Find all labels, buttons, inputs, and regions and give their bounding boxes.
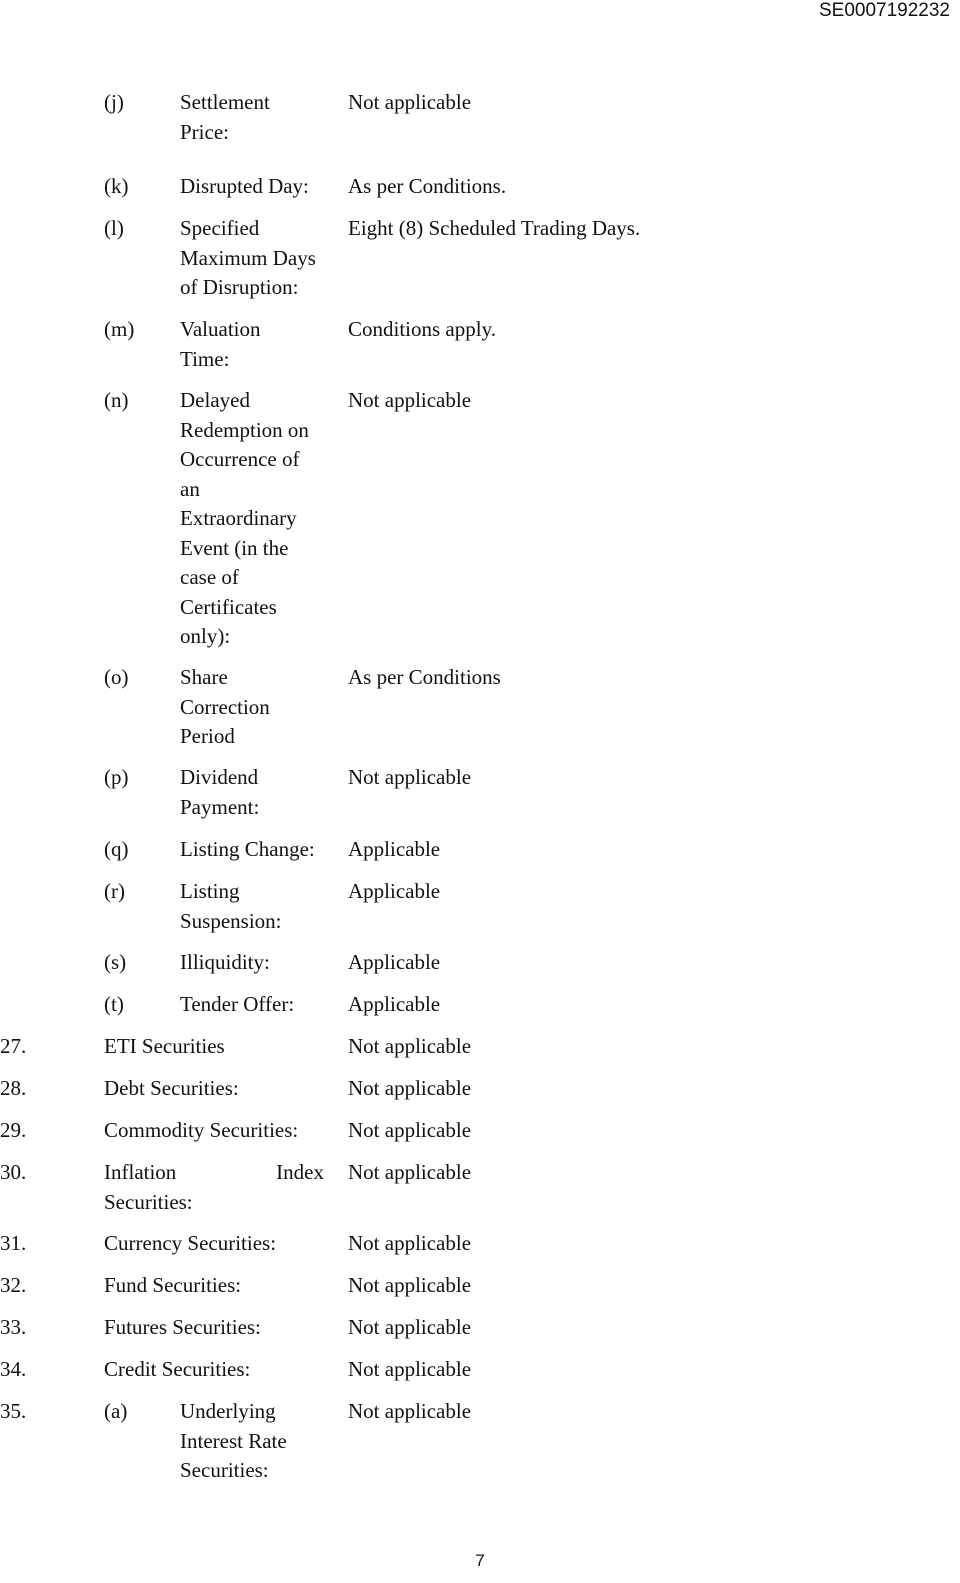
sub-item-letter: (p) (104, 765, 129, 789)
sub-item-value: Applicable (348, 992, 441, 1016)
item-label (104, 1158, 324, 1217)
item-number: 30. (0, 1160, 27, 1184)
item-number: 34. (0, 1357, 27, 1381)
sub-item-value: Not applicable (348, 388, 472, 412)
sub-item-value: Applicable (348, 879, 441, 903)
sub-item-label: Delayed Redemption on Occurrence of an Extraordinary Event (in the case of Certificates only): (180, 388, 309, 648)
item-value: Not applicable (348, 1399, 472, 1423)
sub-item-letter: (t) (104, 992, 124, 1016)
sub-item-letter: (q) (104, 837, 129, 861)
sub-item-value: Not applicable (348, 765, 472, 789)
sub-item-value: Applicable (348, 837, 441, 861)
item-label: Credit Securities: (104, 1357, 251, 1381)
page-number: 7 (475, 1551, 485, 1570)
item-number: 32. (0, 1273, 27, 1297)
item-number: 29. (0, 1118, 27, 1142)
sub-item-value: Applicable (348, 950, 441, 974)
sub-item-letter: (m) (104, 317, 135, 341)
item-value: Not applicable (348, 1231, 472, 1255)
item-value: Not applicable (348, 1160, 472, 1184)
document-id: SE0007192232 (818, 0, 950, 21)
item-label-line: Securities: (104, 1189, 193, 1214)
sub-item-label: Share Correction Period (180, 665, 270, 748)
sub-item-label: Valuation Time: (180, 317, 261, 371)
sub-item-letter: (l) (104, 216, 124, 240)
item-number: 35. (0, 1399, 27, 1423)
sub-item-letter: (k) (104, 174, 129, 198)
sub-item-label: Dividend Payment: (180, 765, 260, 819)
item-label-word: Index (276, 1160, 324, 1184)
sub-item-label: Listing Change: (180, 837, 315, 861)
item-value: Not applicable (348, 1076, 472, 1100)
item-number: 28. (0, 1076, 27, 1100)
sub-item-label: Disrupted Day: (180, 174, 309, 198)
item-number: 27. (0, 1034, 27, 1058)
sub-item-label: Illiquidity: (180, 950, 270, 974)
sub-item-letter: (r) (104, 879, 125, 903)
item-value: Not applicable (348, 1357, 472, 1381)
sub-item-letter: (n) (104, 388, 129, 412)
sub-item-label: Specified Maximum Days of Disruption: (180, 216, 316, 299)
item-label: ETI Securities (104, 1034, 225, 1058)
item-value: Not applicable (348, 1118, 472, 1142)
item-value: Not applicable (348, 1034, 472, 1058)
sub-item-value: Conditions apply. (348, 317, 496, 341)
sub-item-value: Not applicable (348, 90, 472, 114)
item-label-word: Inflation (104, 1160, 177, 1184)
sub-item-label: Listing Suspension: (180, 879, 282, 933)
sub-item-letter: (s) (104, 950, 127, 974)
item-label: Fund Securities: (104, 1273, 242, 1297)
item-letter: (a) (104, 1399, 128, 1423)
sub-item-letter: (o) (104, 665, 129, 689)
item-value: Not applicable (348, 1273, 472, 1297)
sub-item-value: As per Conditions. (348, 174, 507, 198)
sub-item-letter: (j) (104, 90, 124, 114)
item-label: Underlying Interest Rate Securities: (180, 1399, 287, 1482)
sub-item-label: Settlement Price: (180, 90, 270, 144)
item-label: Commodity Securities: (104, 1118, 299, 1142)
sub-item-value: As per Conditions (348, 665, 501, 689)
item-number: 31. (0, 1231, 27, 1255)
item-label: Futures Securities: (104, 1315, 261, 1339)
sub-item-value: Eight (8) Scheduled Trading Days. (348, 216, 641, 240)
item-value: Not applicable (348, 1315, 472, 1339)
item-label: Debt Securities: (104, 1076, 239, 1100)
item-label: Currency Securities: (104, 1231, 277, 1255)
sub-item-label: Tender Offer: (180, 992, 295, 1016)
item-number: 33. (0, 1315, 27, 1339)
